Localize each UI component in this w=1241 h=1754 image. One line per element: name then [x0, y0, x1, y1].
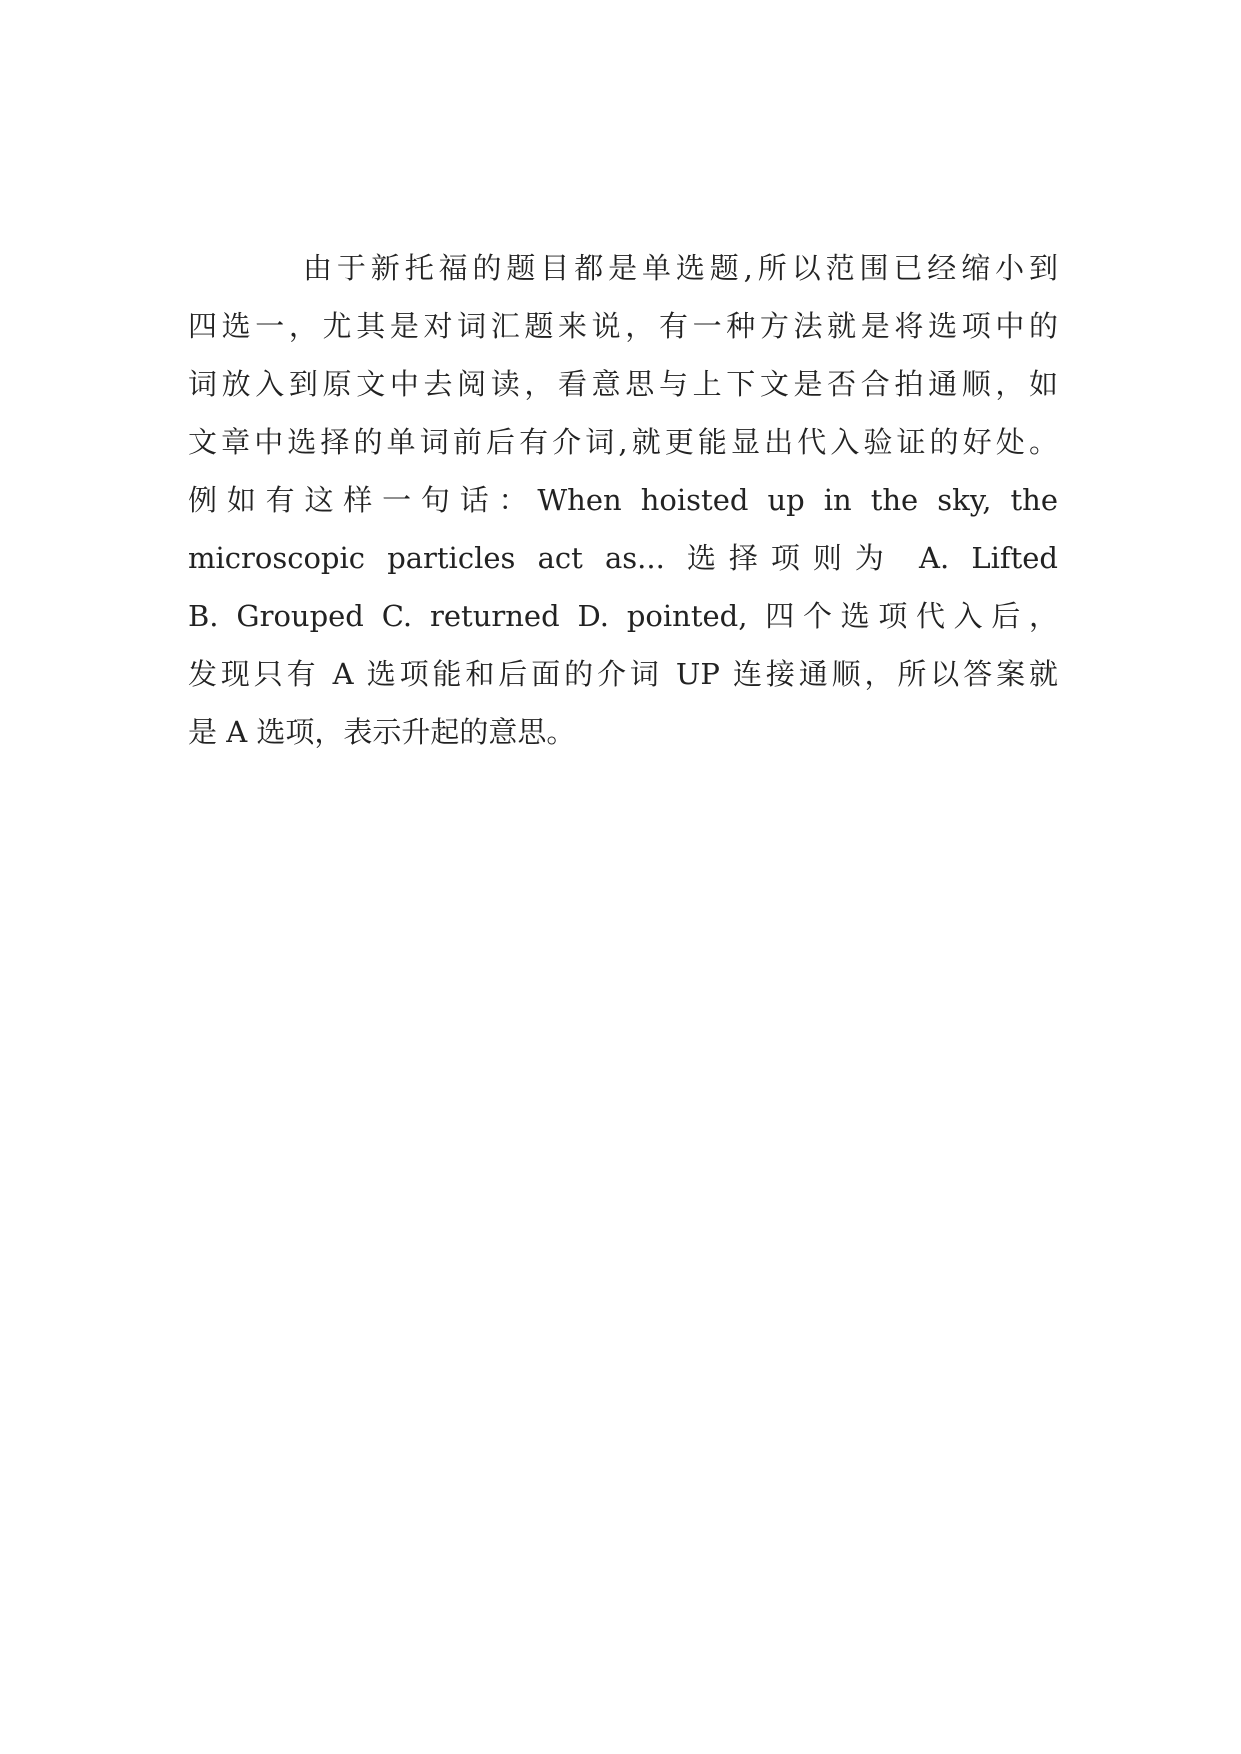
paragraph-line: 例如有这样一句话：When hoisted up in the sky, the	[188, 483, 1058, 517]
paragraph-line: 是 A 选项，表示升起的意思。	[188, 715, 576, 749]
paragraph-line: 词放入到原文中去阅读，看意思与上下文是否合拍通顺，如	[188, 367, 1058, 401]
paragraph-line: B. Grouped C. returned D. pointed, 四个选项代入后，	[188, 599, 1058, 633]
paragraph-line: 发现只有 A 选项能和后面的介词 UP 连接通顺，所以答案就	[188, 657, 1058, 691]
paragraph-line: 四选一，尤其是对词汇题来说，有一种方法就是将选项中的	[188, 309, 1058, 343]
paragraph-line: 由于新托福的题目都是单选题,所以范围已经缩小到	[303, 251, 1058, 285]
paragraph-line: microscopic particles act as... 选择项则为 A. Lifted	[188, 541, 1058, 575]
paragraph-line: 文章中选择的单词前后有介词,就更能显出代入验证的好处。	[188, 425, 1058, 459]
